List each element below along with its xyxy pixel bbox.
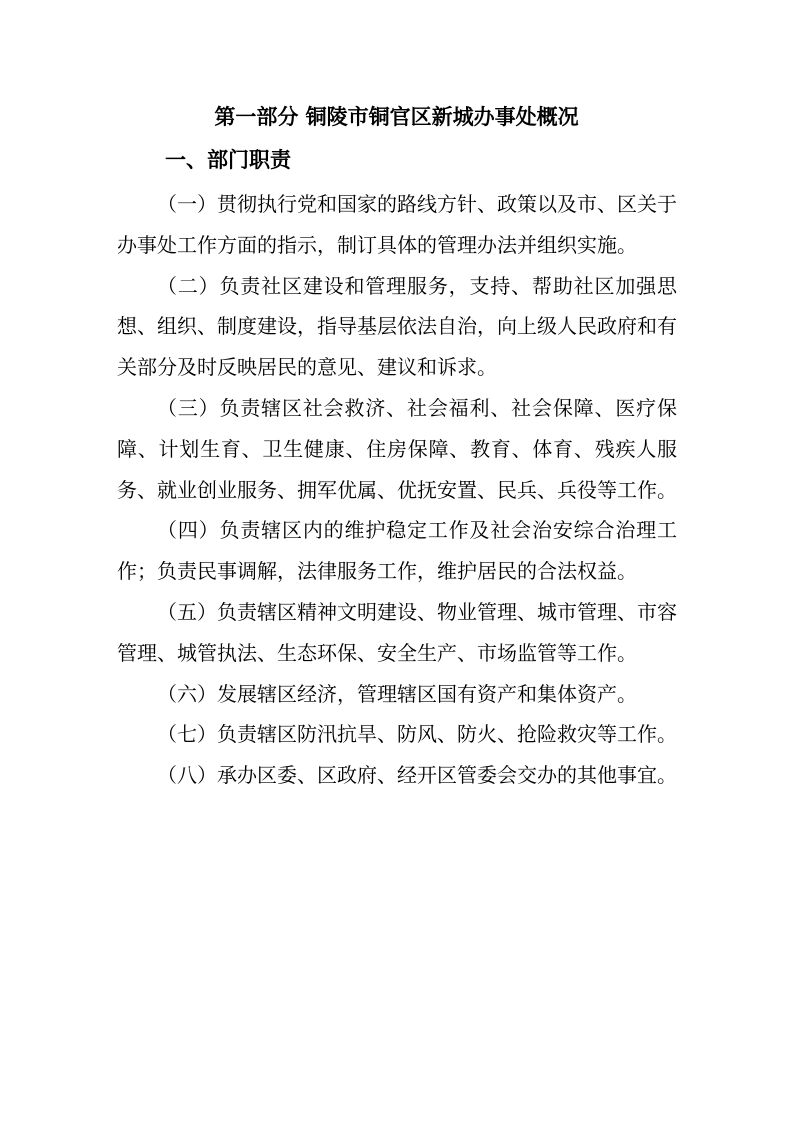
duty-paragraph-8: （八）承办区委、区政府、经开区管委会交办的其他事宜。 (157, 763, 677, 788)
section-heading: 一、部门职责 (165, 148, 291, 172)
duty-paragraph-3: （三）负责辖区社会救济、社会福利、社会保障、医疗保障、计划生育、卫生健康、住房保障、教育、体育、残疾人服务、就业创业服务、拥军优属、优抚安置、民兵、兵役等工作。 (117, 395, 677, 502)
duties-body (117, 184, 677, 796)
duty-paragraph-6: （六）发展辖区经济，管理辖区国有资产和集体资产。 (157, 681, 637, 706)
duty-paragraph-1: （一）贯彻执行党和国家的路线方针、政策以及市、区关于办事处工作方面的指示，制订具体的管理办法并组织实施。 (117, 192, 677, 257)
duty-paragraph-5: （五）负责辖区精神文明建设、物业管理、城市管理、市容管理、城管执法、生态环保、安全生产、市场监管等工作。 (117, 599, 677, 665)
duty-paragraph-2: （二）负责社区建设和管理服务，支持、帮助社区加强思想、组织、制度建设，指导基层依法自治，向上级人民政府和有关部分及时反映居民的意见、建议和诉求。 (117, 273, 677, 380)
duty-paragraph-4: （四）负责辖区内的维护稳定工作及社会治安综合治理工作；负责民事调解，法律服务工作，维护居民的合法权益。 (117, 518, 677, 584)
duty-paragraph-7: （七）负责辖区防汛抗旱、防风、防火、抢险救灾等工作。 (157, 722, 677, 747)
page-title: 第一部分 铜陵市铜官区新城办事处概况 (214, 105, 579, 129)
